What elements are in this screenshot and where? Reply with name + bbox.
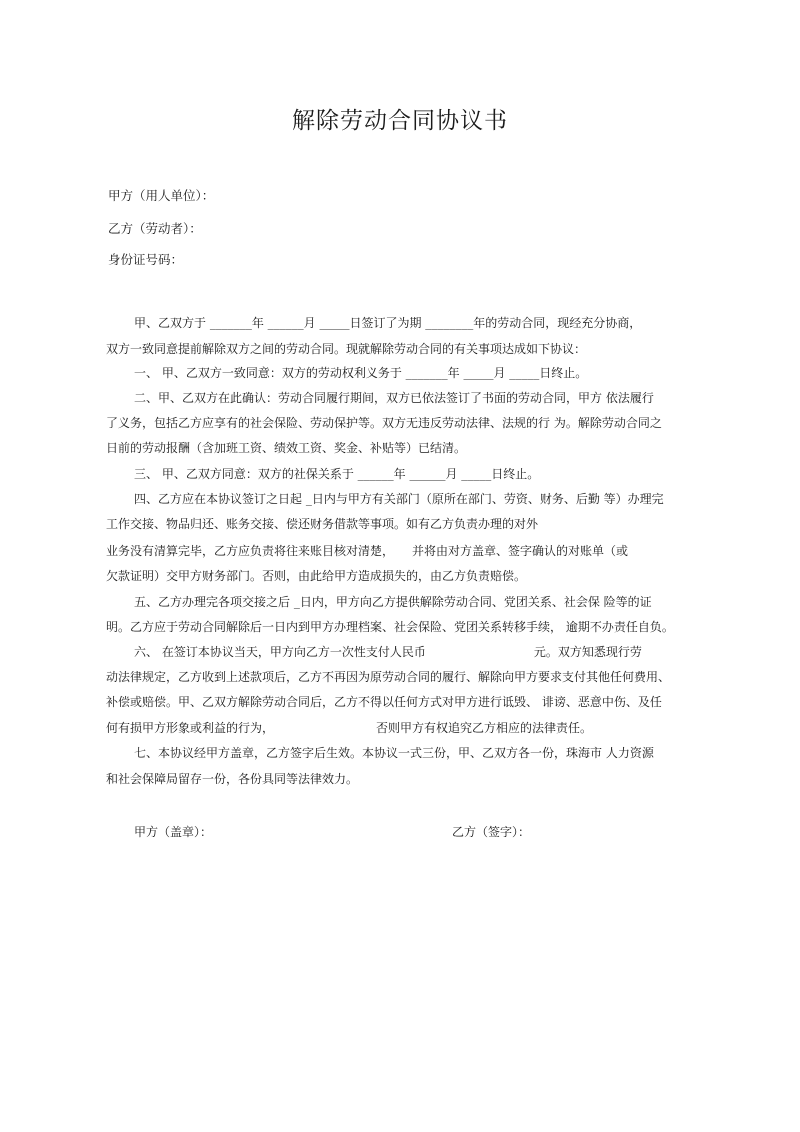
- document-title: 解除劳动合同协议书: [292, 108, 508, 134]
- party-a-field: 甲方（用人单位）：: [108, 188, 215, 203]
- clause-7-line: 和社会保障局留存一份，各份具同等法律效力。: [106, 772, 359, 786]
- clause-5-line: 五、乙方办理完各项交接之后 _日内，甲方向乙方提供解除劳动合同、党团关系、社会保 险等的证: [134, 595, 652, 609]
- id-number-field: 身份证号码：: [108, 252, 184, 267]
- clause-4-line: 四、乙方应在本协议签订之日起 _日内与甲方有关部门（原所在部门、劳资、财务、后勤 等）办理完: [134, 492, 664, 506]
- clause-6-line: 补偿或赔偿。甲、乙双方解除劳动合同后，乙方不得以任何方式对甲方进行诋毁、 诽谤、恶意中伤、及任: [106, 695, 662, 709]
- clause-2-line: 了义务，包括乙方应享有的社会保险、劳动保护等。双方无违反劳动法律、法规的行 为。解除劳动合同之: [106, 416, 662, 430]
- clause-6-line: 六、 在签订本协议当天，甲方向乙方一次性支付人民币 元。双方知悉现行劳: [134, 645, 642, 659]
- clause-2-line: 二、甲、乙双方在此确认：劳动合同履行期间，双方已依法签订了书面的劳动合同，甲方 依法履行: [134, 391, 654, 405]
- clause-4-line: 业务没有清算完毕，乙方应负责将往来账目核对清楚， 并将由对方盖章、签字确认的对账单（或: [106, 544, 629, 558]
- clause-5-line: 明。乙方应于劳动合同解除后一日内到甲方办理档案、社会保险、党团关系转移手续， 逾期不办责任自负。: [106, 620, 674, 634]
- clause-3-line: 三、 甲、乙双方同意：双方的社保关系于 ______年 ______月 _____日终止。: [134, 467, 540, 481]
- agreement-line: 双方一致同意提前解除双方之间的劳动合同。现就解除劳动合同的有关事项达成如下协议：: [106, 342, 587, 356]
- agreement-line: 甲、乙双方于 _______年 ______月 _____日签订了为期 ________年的劳动合同，现经充分协商，: [134, 316, 642, 330]
- clause-6-line: 动法律规定，乙方收到上述款项后，乙方不再因为原劳动合同的履行、解除向甲方要求支付其他任何费用、: [106, 670, 671, 684]
- clause-4-line: 工作交接、物品归还、账务交接、偿还财务借款等事项。如有乙方负责办理的对外: [106, 517, 539, 531]
- clause-2-line: 日前的劳动报酬（含加班工资、绩效工资、奖金、补贴等）已结清。: [106, 441, 467, 455]
- party-b-signature-label: 乙方（签字）：: [452, 825, 531, 839]
- clause-6-line: 何有损甲方形象或利益的行为， 否则甲方有权追究乙方相应的法律责任。: [106, 721, 593, 735]
- party-a-seal-label: 甲方（盖章）：: [134, 825, 213, 839]
- clause-1-line: 一、 甲、乙双方一致同意：双方的劳动权利义务于 _______年 _____月 _____日终止。: [134, 366, 588, 380]
- clause-4-line: 欠款证明）交甲方财务部门。否则，由此给甲方造成损失的，由乙方负责赔偿。: [106, 569, 527, 583]
- party-b-field: 乙方（劳动者）：: [108, 221, 202, 236]
- clause-7-line: 七、本协议经甲方盖章，乙方签字后生效。本协议一式三份，甲、乙双方各一份，珠海市 人力资源: [134, 746, 654, 760]
